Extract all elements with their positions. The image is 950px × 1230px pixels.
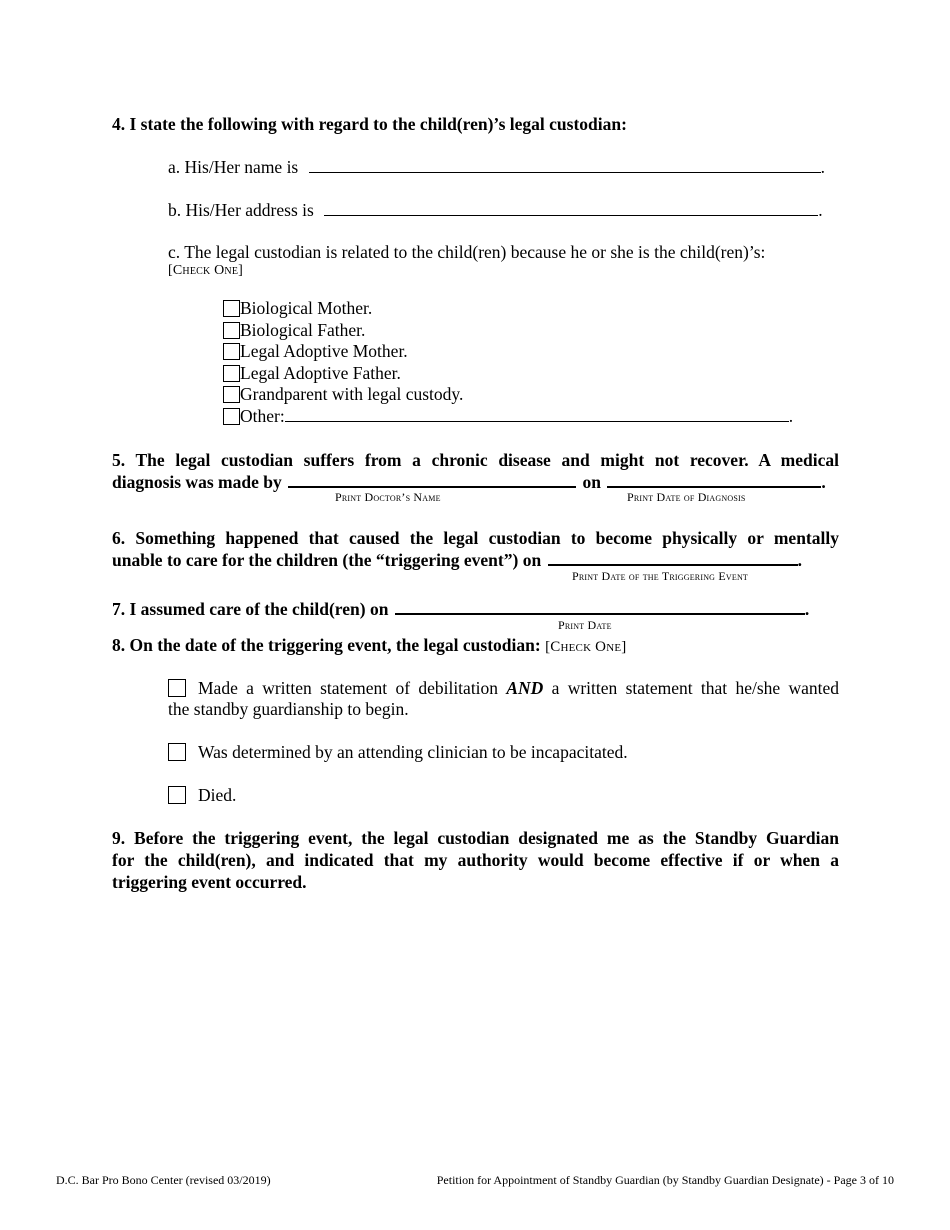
triggering-event-date-caption: Print Date of the Triggering Event xyxy=(572,569,749,583)
relationship-check-one-hint: [Check One] xyxy=(168,263,244,278)
checkbox[interactable] xyxy=(223,343,240,360)
custodian-address-label: b. His/Her address is xyxy=(168,200,314,220)
section-8-option-2: Was determined by an attending clinician to be incapacitated. xyxy=(168,741,628,763)
assumed-care-date-caption: Print Date xyxy=(558,618,612,632)
checkbox[interactable] xyxy=(223,300,240,317)
section-8-heading-row xyxy=(112,634,626,658)
section-8-option-1-line-2: the standby guardianship to begin. xyxy=(168,699,409,719)
section-6-line-2: unable to care for the children (the “triggering event”) on . xyxy=(112,550,802,570)
doctor-name-caption: Print Doctor’s Name xyxy=(335,490,441,504)
section-7-line: 7. I assumed care of the child(ren) on . xyxy=(112,599,810,619)
emphasis-and: AND xyxy=(506,678,544,698)
section-8-option-3: Died. xyxy=(168,784,236,806)
section-5-line-1: 5. The legal custodian suffers from a chronic disease and might not recover. A medical xyxy=(112,450,839,470)
option-grandparent: Grandparent with legal custody. xyxy=(223,384,793,406)
checkbox[interactable] xyxy=(223,386,240,403)
option-legal-adoptive-father: Legal Adoptive Father. xyxy=(223,363,793,385)
section-6-text: unable to care for the children (the “triggering event”) on xyxy=(112,550,542,570)
custodian-name-field[interactable] xyxy=(309,158,821,173)
section-4-heading: 4. I state the following with regard to the child(ren)’s legal custodian: xyxy=(112,114,627,134)
section-5-diagnosis-label: diagnosis was made by xyxy=(112,472,282,492)
section-5-line-2: diagnosis was made by on . xyxy=(112,472,826,492)
option-biological-mother: Biological Mother. xyxy=(223,298,793,320)
section-8-heading: 8. On the date of the triggering event, the legal custodian: xyxy=(112,635,541,655)
section-5-on-label: on xyxy=(582,472,601,492)
relationship-options xyxy=(223,298,793,428)
diagnosis-date-field[interactable] xyxy=(607,472,821,488)
section-9-line-1: 9. Before the triggering event, the legal custodian designated me as the Standby Guardian xyxy=(112,828,839,848)
footer-left: D.C. Bar Pro Bono Center (revised 03/2019) xyxy=(56,1173,271,1187)
checkbox[interactable] xyxy=(223,365,240,382)
custodian-name-label: a. His/Her name is xyxy=(168,157,299,177)
relationship-question: c. The legal custodian is related to the child(ren) because he or she is the child(ren)’s: xyxy=(168,242,766,262)
custodian-name-row: a. His/Her name is . xyxy=(168,157,825,177)
assumed-care-date-field[interactable] xyxy=(395,599,805,615)
option-legal-adoptive-mother: Legal Adoptive Mother. xyxy=(223,341,793,363)
section-8-option-1: Made a written statement of debilitation AND a written statement that he/she wanted xyxy=(168,677,839,699)
diagnosis-date-caption: Print Date of Diagnosis xyxy=(627,490,746,504)
section-7-text: 7. I assumed care of the child(ren) on xyxy=(112,599,389,619)
option-biological-father: Biological Father. xyxy=(223,320,793,342)
custodian-address-field[interactable] xyxy=(324,201,818,216)
section-9-line-3: triggering event occurred. xyxy=(112,872,307,892)
checkbox-died[interactable] xyxy=(168,786,186,804)
option-other: Other: . xyxy=(223,406,793,428)
section-6-line-1: 6. Something happened that caused the legal custodian to become physically or mentally xyxy=(112,528,839,548)
checkbox[interactable] xyxy=(223,408,240,425)
checkbox-written-statement[interactable] xyxy=(168,679,186,697)
section-9-line-2: for the child(ren), and indicated that my authority would become effective if or when a xyxy=(112,850,839,870)
checkbox[interactable] xyxy=(223,322,240,339)
doctor-name-field[interactable] xyxy=(288,472,576,488)
triggering-event-date-field[interactable] xyxy=(548,550,798,566)
other-relationship-field[interactable] xyxy=(285,407,789,422)
checkbox-clinician-incapacitated[interactable] xyxy=(168,743,186,761)
section-8-check-one-hint: [Check One] xyxy=(545,639,627,655)
footer-right: Petition for Appointment of Standby Guardian (by Standby Guardian Designate) - Page 3 of 10 xyxy=(436,1173,894,1187)
custodian-address-row: b. His/Her address is . xyxy=(168,200,823,220)
